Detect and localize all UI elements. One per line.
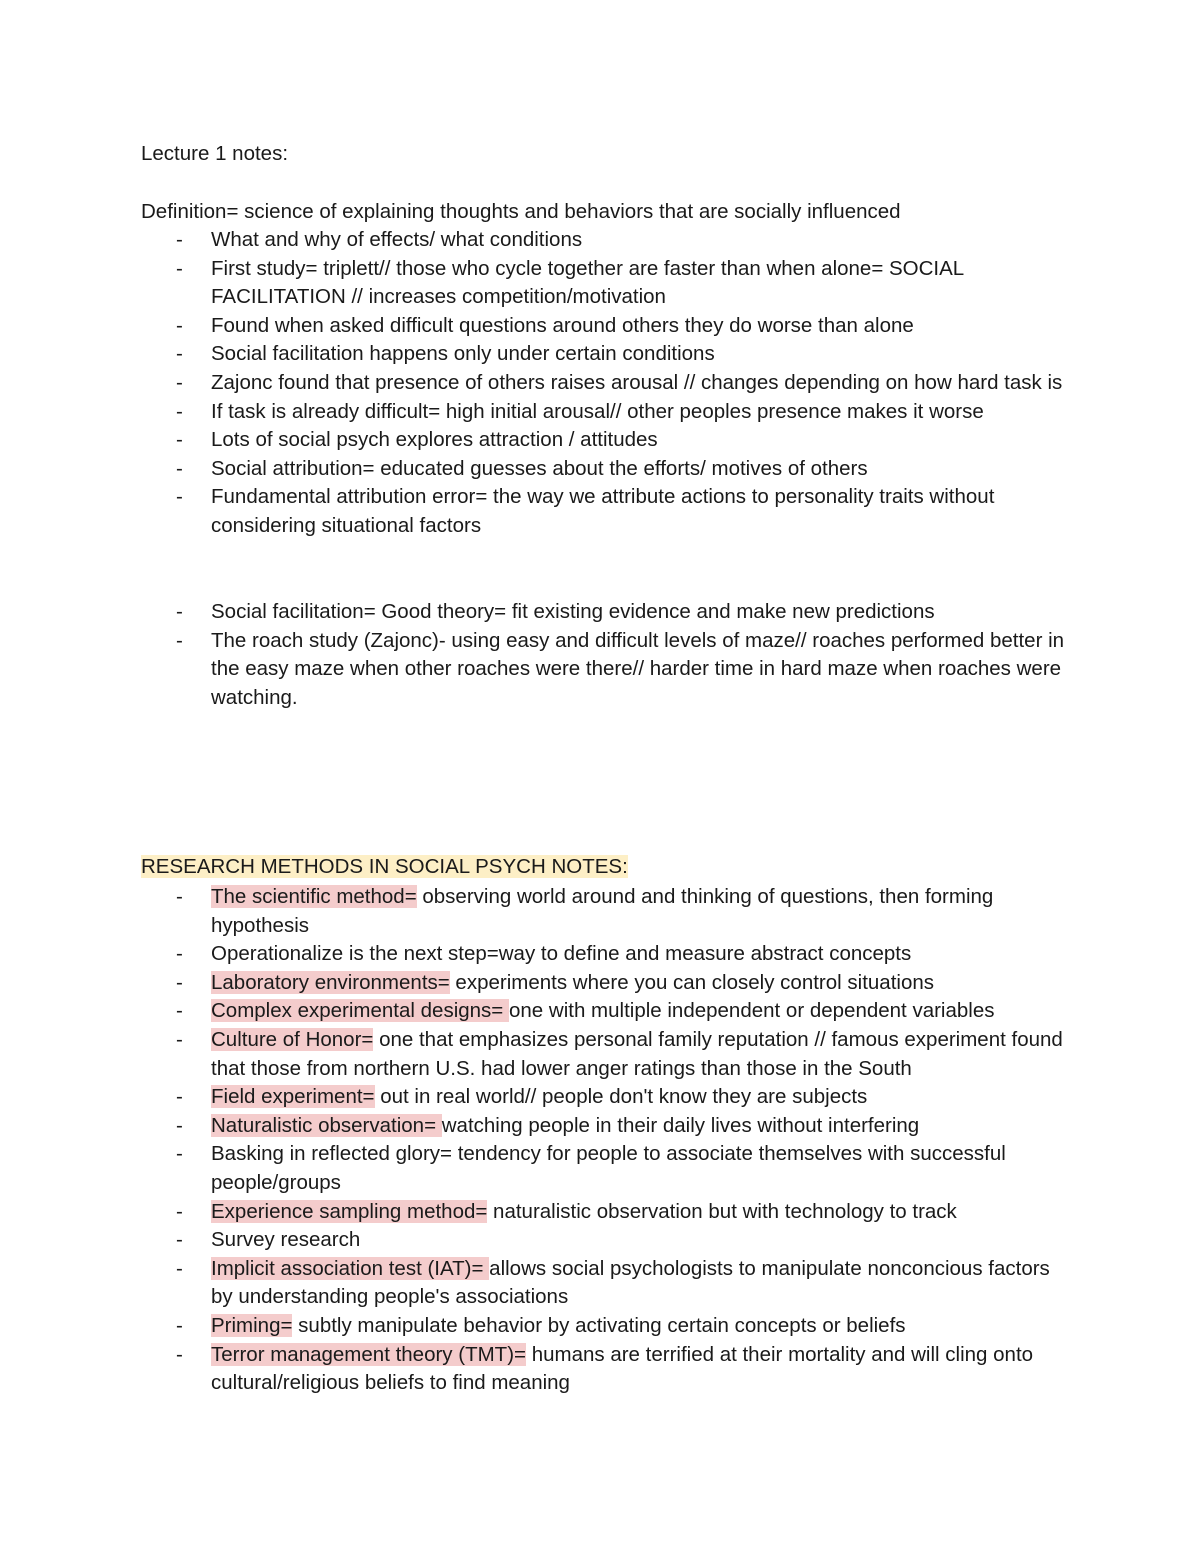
dash-bullet: - bbox=[176, 885, 183, 908]
list-item-text: experiments where you can closely control situations bbox=[449, 970, 934, 994]
list-item-text: Zajonc found that presence of others raises arousal // changes depending on how hard task is bbox=[211, 370, 1063, 394]
list-item bbox=[0, 1112, 1071, 1141]
list-item bbox=[0, 1341, 1071, 1398]
research-bullet-list bbox=[0, 883, 1200, 1398]
lecture-bullet-list bbox=[0, 226, 1200, 541]
list-item-text: humans are terrified at their mortality and will cling onto cultural/religious beliefs to find meaning bbox=[211, 1342, 1034, 1395]
highlighted-term: Terror management theory (TMT)= bbox=[211, 1342, 526, 1366]
dash-bullet: - bbox=[176, 1142, 183, 1166]
dash-bullet: - bbox=[176, 256, 183, 280]
list-item bbox=[0, 1226, 1071, 1255]
list-item-text: First study= triplett// those who cycle together are faster than when alone= SOCIAL FACILITATION // increases competition/motivation bbox=[211, 256, 964, 309]
list-item bbox=[0, 255, 1071, 312]
list-item-text: Fundamental attribution error= the way we attribute actions to personality traits without considering situational factors bbox=[211, 485, 995, 537]
list-item bbox=[0, 226, 1071, 255]
highlighted-term: Experience sampling method= bbox=[211, 1199, 488, 1223]
list-item-text: Basking in reflected glory= tendency for people to associate themselves with successful people/groups bbox=[211, 1142, 1006, 1194]
highlighted-term: Culture of Honor= bbox=[211, 1027, 374, 1051]
list-item-text: naturalistic observation but with technology to track bbox=[487, 1199, 957, 1223]
lecture-title: Lecture 1 notes: bbox=[141, 142, 289, 165]
dash-bullet: - bbox=[176, 370, 183, 394]
list-item bbox=[0, 883, 1071, 940]
dash-bullet: - bbox=[176, 313, 183, 337]
list-item bbox=[0, 969, 1071, 998]
definition-line: Definition= science of explaining thoughts and behaviors that are socially influenced bbox=[141, 200, 901, 223]
list-item bbox=[0, 627, 1071, 713]
list-item-text: one that emphasizes personal family reputation // famous experiment found that those from northern U.S. had lower anger ratings than those in the South bbox=[211, 1027, 1063, 1080]
list-item-text: allows social psychologists to manipulate nonconcious factors by understanding people's associations bbox=[211, 1256, 1050, 1309]
list-item bbox=[0, 1312, 1071, 1341]
dash-bullet: - bbox=[176, 1342, 183, 1366]
research-heading-text: RESEARCH METHODS IN SOCIAL PSYCH NOTES: bbox=[141, 855, 628, 878]
dash-bullet: - bbox=[176, 456, 183, 480]
highlighted-term: Laboratory environments= bbox=[211, 970, 450, 994]
list-item bbox=[0, 598, 1071, 627]
list-item-text: The roach study (Zajonc)- using easy and difficult levels of maze// roaches performed better in the easy maze when other roaches were there// harder time in hard maze when roaches were watching. bbox=[211, 628, 1065, 709]
dash-bullet: - bbox=[176, 999, 183, 1023]
research-heading bbox=[141, 853, 628, 882]
dash-bullet: - bbox=[176, 1113, 183, 1137]
list-item-text: What and why of effects/ what conditions bbox=[211, 228, 583, 251]
list-item bbox=[0, 1198, 1071, 1227]
highlighted-term: The scientific method= bbox=[211, 885, 417, 908]
list-item-text: Social attribution= educated guesses about the efforts/ motives of others bbox=[211, 456, 868, 480]
list-item-text: one with multiple independent or dependent variables bbox=[508, 999, 995, 1023]
list-item-text: Survey research bbox=[211, 1228, 361, 1252]
list-item bbox=[0, 1083, 1071, 1112]
dash-bullet: - bbox=[176, 1199, 183, 1223]
list-item bbox=[0, 940, 1071, 969]
list-item-text: observing world around and thinking of questions, then forming hypothesis bbox=[211, 885, 994, 937]
dash-bullet: - bbox=[176, 228, 183, 251]
dash-bullet: - bbox=[176, 1027, 183, 1051]
dash-bullet: - bbox=[176, 1085, 183, 1109]
list-item-text: Social facilitation= Good theory= fit existing evidence and make new predictions bbox=[211, 600, 935, 623]
list-item-text: out in real world// people don't know they are subjects bbox=[374, 1085, 868, 1109]
list-item-text: subtly manipulate behavior by activating certain concepts or beliefs bbox=[292, 1313, 906, 1337]
highlighted-term: Implicit association test (IAT)= bbox=[211, 1256, 490, 1280]
highlighted-term: Priming= bbox=[211, 1313, 293, 1337]
highlighted-term: Field experiment= bbox=[211, 1085, 375, 1109]
list-item-text: watching people in their daily lives without interfering bbox=[441, 1113, 920, 1137]
list-item bbox=[0, 483, 1071, 540]
dash-bullet: - bbox=[176, 428, 183, 452]
list-item bbox=[0, 426, 1071, 455]
list-item bbox=[0, 1255, 1071, 1312]
dash-bullet: - bbox=[176, 342, 183, 366]
list-item bbox=[0, 455, 1071, 484]
list-item-text: Found when asked difficult questions around others they do worse than alone bbox=[211, 313, 914, 337]
dash-bullet: - bbox=[176, 399, 183, 423]
dash-bullet: - bbox=[176, 1228, 183, 1252]
lecture-bullet-list-2 bbox=[0, 598, 1200, 712]
list-item bbox=[0, 1140, 1071, 1197]
dash-bullet: - bbox=[176, 1256, 183, 1280]
highlighted-term: Naturalistic observation= bbox=[211, 1113, 442, 1137]
dash-bullet: - bbox=[176, 970, 183, 994]
dash-bullet: - bbox=[176, 600, 183, 623]
list-item-text: Lots of social psych explores attraction / attitudes bbox=[211, 428, 658, 452]
dash-bullet: - bbox=[176, 628, 183, 652]
list-item bbox=[0, 312, 1071, 341]
list-item-text: If task is already difficult= high initial arousal// other peoples presence makes it worse bbox=[211, 399, 984, 423]
list-item-text: Operationalize is the next step=way to define and measure abstract concepts bbox=[211, 942, 912, 966]
dash-bullet: - bbox=[176, 1313, 183, 1337]
list-item bbox=[0, 997, 1071, 1026]
dash-bullet: - bbox=[176, 485, 183, 509]
highlighted-term: Complex experimental designs= bbox=[211, 999, 509, 1023]
list-item bbox=[0, 340, 1071, 369]
dash-bullet: - bbox=[176, 942, 183, 966]
list-item bbox=[0, 1026, 1071, 1083]
list-item-text: Social facilitation happens only under certain conditions bbox=[211, 342, 715, 366]
list-item bbox=[0, 398, 1071, 427]
list-item bbox=[0, 369, 1071, 398]
